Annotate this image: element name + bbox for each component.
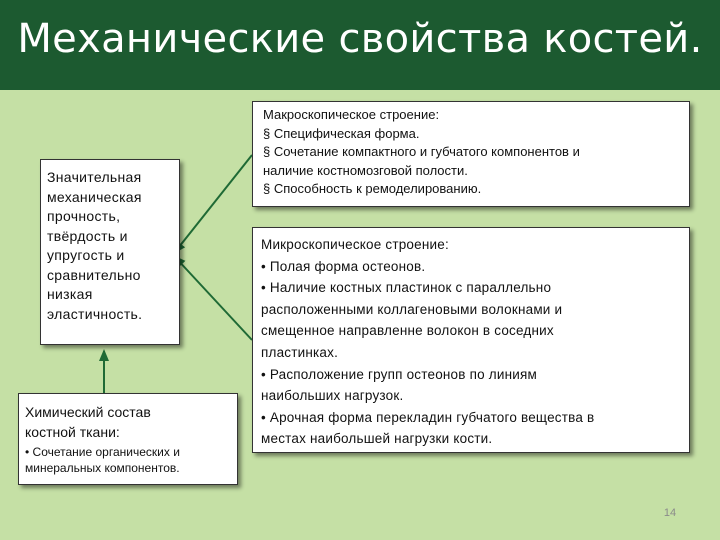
properties-line: упругость и xyxy=(47,247,125,263)
micro-line: • Расположение групп остеонов по линиям xyxy=(261,366,537,382)
micro-line: Микроскопическое строение: xyxy=(261,237,449,252)
properties-line: эластичность. xyxy=(47,305,143,322)
arrow-micro-to-properties xyxy=(175,257,252,340)
properties-line: низкая xyxy=(47,286,93,302)
macro-line: Макроскопическое строение: xyxy=(263,107,440,122)
chemical-title-line: Химический состав xyxy=(25,404,151,420)
page-number: 14 xyxy=(663,507,677,519)
micro-line: • Арочная форма перекладин губчатого вещества в xyxy=(261,409,595,425)
micro-line: наибольших нагрузок. xyxy=(261,388,404,404)
macro-line: § Сочетание компактного и губчатого компонентов и xyxy=(263,144,580,159)
micro-line: местах наибольшей нагрузки кости. xyxy=(261,431,493,447)
macro-line: § Способность к ремоделированию. xyxy=(263,181,482,196)
properties-line: твёрдость и xyxy=(47,227,128,244)
slide-title: Механические свойства костей. xyxy=(17,16,703,62)
chemical-sub-line: • Сочетание органических и xyxy=(25,445,180,459)
micro-line: • Полая форма остеонов. xyxy=(261,258,426,274)
mechanical-properties-box xyxy=(40,159,180,345)
micro-line: пластинках. xyxy=(261,344,339,360)
macroscopic-structure-box xyxy=(252,101,690,207)
micro-line: • Наличие костных пластинок с параллельно xyxy=(261,280,552,296)
properties-line: механическая xyxy=(47,188,142,205)
chemical-sub-line: минеральных компонентов. xyxy=(25,461,180,475)
microscopic-structure-box xyxy=(252,227,690,453)
macro-line: § Специфическая форма. xyxy=(263,125,420,141)
properties-line: Значительная xyxy=(47,169,142,185)
micro-line: расположенными коллагеновыми волокнами и xyxy=(261,301,563,317)
properties-line: сравнительно xyxy=(47,266,141,283)
arrow-macro-to-properties xyxy=(175,155,252,252)
properties-line: прочность, xyxy=(47,208,121,224)
micro-line: смещенное направленне волокон в соседних xyxy=(261,323,554,339)
chemical-title-line: костной ткани: xyxy=(25,424,120,440)
chemical-composition-box xyxy=(18,393,238,485)
macro-line: наличие костномозговой полости. xyxy=(263,162,468,178)
